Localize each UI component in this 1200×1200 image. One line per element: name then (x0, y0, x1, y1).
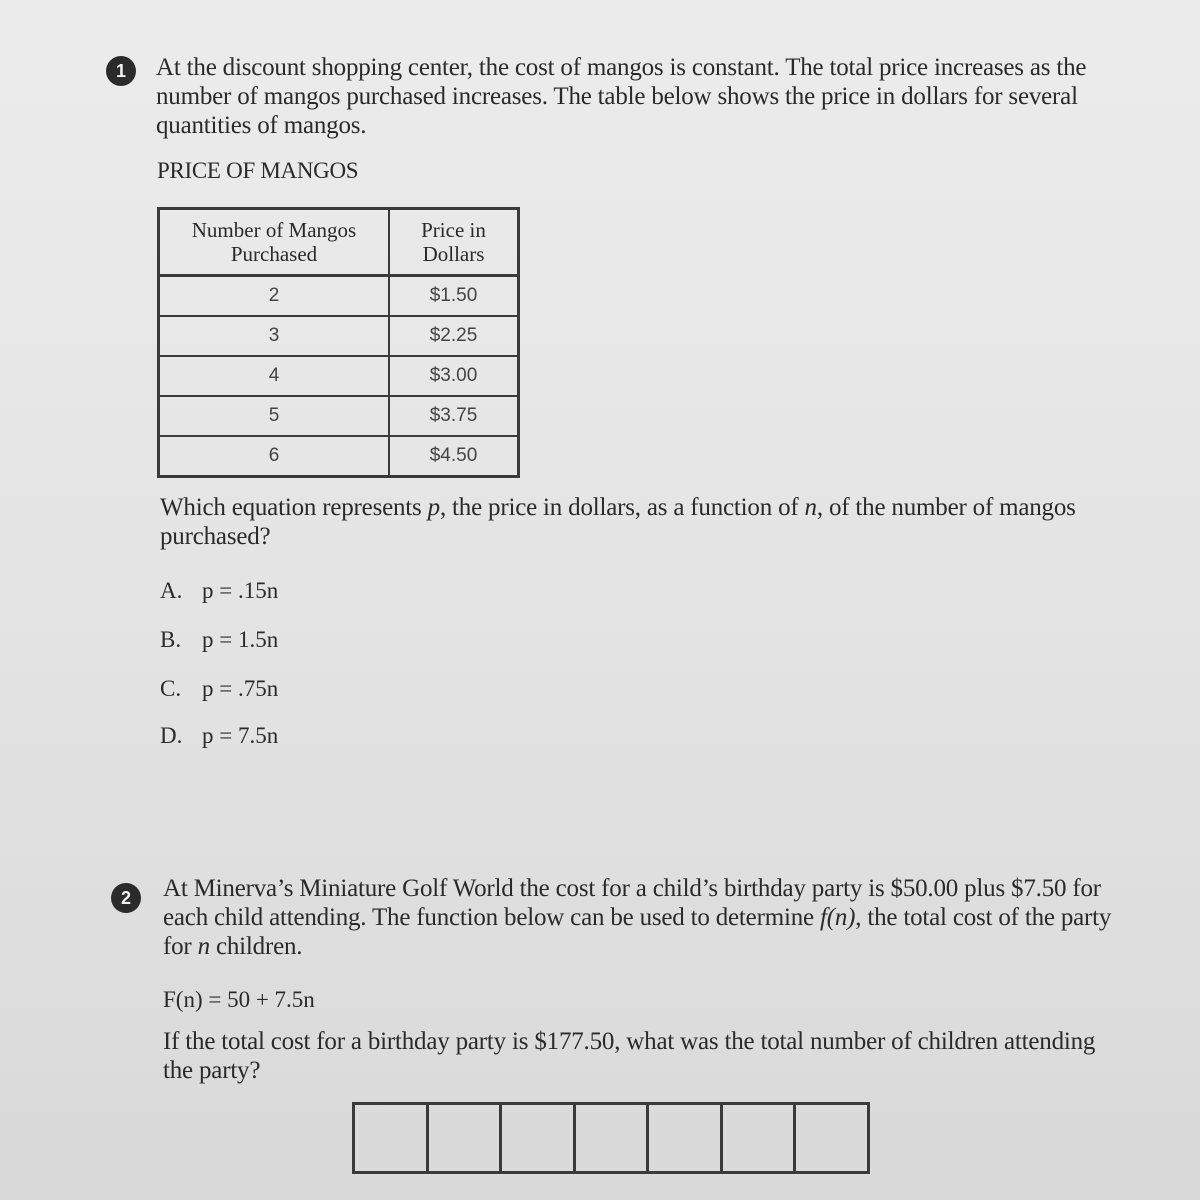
table-row (159, 396, 519, 436)
price-cell: $1.50 (389, 276, 519, 317)
prompt-text: Which equation represents (160, 494, 428, 521)
table-row (159, 316, 519, 356)
question-1-number-badge: 1 (106, 56, 136, 86)
answer-cell[interactable] (723, 1105, 797, 1171)
mangos-cell: 4 (159, 356, 390, 396)
answer-cell[interactable] (649, 1105, 723, 1171)
choice-d-letter: D. (160, 723, 183, 748)
choice-c[interactable] (160, 676, 278, 702)
variable-n: n (197, 933, 210, 960)
mangos-cell: 2 (159, 276, 390, 317)
choice-a-equation: p = .15n (202, 578, 279, 603)
mango-price-table (157, 207, 520, 478)
function-notation: f(n) (819, 904, 856, 931)
mangos-cell: 5 (159, 396, 390, 436)
q2-text-part: children. (209, 933, 303, 960)
question-2-number-badge: 2 (111, 883, 141, 913)
answer-cell[interactable] (502, 1105, 576, 1171)
choice-d[interactable] (160, 723, 278, 749)
choice-b-equation: p = 1.5n (202, 627, 279, 652)
mangos-cell: 6 (159, 436, 390, 477)
header-number-of-mangos: Number of Mangos Purchased (159, 209, 390, 276)
answer-cell[interactable] (429, 1105, 503, 1171)
question-1-prompt (160, 493, 1100, 551)
answer-cell[interactable] (355, 1105, 429, 1171)
q2-text-part: , the total cost of the party for (163, 904, 1112, 960)
choice-a-letter: A. (160, 578, 183, 603)
table-title: PRICE OF MANGOS (157, 158, 359, 183)
table-row (159, 276, 519, 317)
answer-cell[interactable] (576, 1105, 650, 1171)
choice-b-letter: B. (160, 627, 182, 652)
answer-grid[interactable] (352, 1102, 870, 1174)
answer-cell[interactable] (796, 1105, 867, 1171)
choice-a[interactable] (160, 578, 278, 604)
question-1-text: At the discount shopping center, the cost of mangos is constant. The total price increases as the number of mangos purchased increases. The table below shows the price in dollars for several quantities of mangos. (156, 54, 1087, 139)
price-cell: $4.50 (389, 436, 519, 477)
question-2-text (163, 874, 1123, 961)
variable-n: n (804, 494, 817, 521)
cost-function: F(n) = 50 + 7.5n (163, 987, 315, 1012)
q2-text-part: At Minerva’s Miniature Golf World the cost for a child’s birthday party is $50.00 plus $7.50 for each child attending. The function below can be used to determine (163, 875, 1101, 931)
price-cell: $3.75 (389, 396, 519, 436)
choice-d-equation: p = 7.5n (202, 723, 279, 748)
choice-c-letter: C. (160, 676, 182, 701)
question-2-prompt: If the total cost for a birthday party is $177.50, what was the total number of children attending the party? (163, 1028, 1096, 1084)
mangos-cell: 3 (159, 316, 390, 356)
prompt-text: , the price in dollars, as a function of (439, 494, 805, 521)
choice-c-equation: p = .75n (202, 676, 279, 701)
price-cell: $2.25 (389, 316, 519, 356)
variable-p: p (427, 494, 440, 521)
table-row (159, 436, 519, 477)
prompt-text: , of the number of mangos purchased? (160, 494, 1076, 550)
header-price-in-dollars: Price in Dollars (389, 209, 519, 276)
table-row (159, 356, 519, 396)
price-cell: $3.00 (389, 356, 519, 396)
table-header-row (159, 209, 519, 276)
choice-b[interactable] (160, 627, 278, 653)
